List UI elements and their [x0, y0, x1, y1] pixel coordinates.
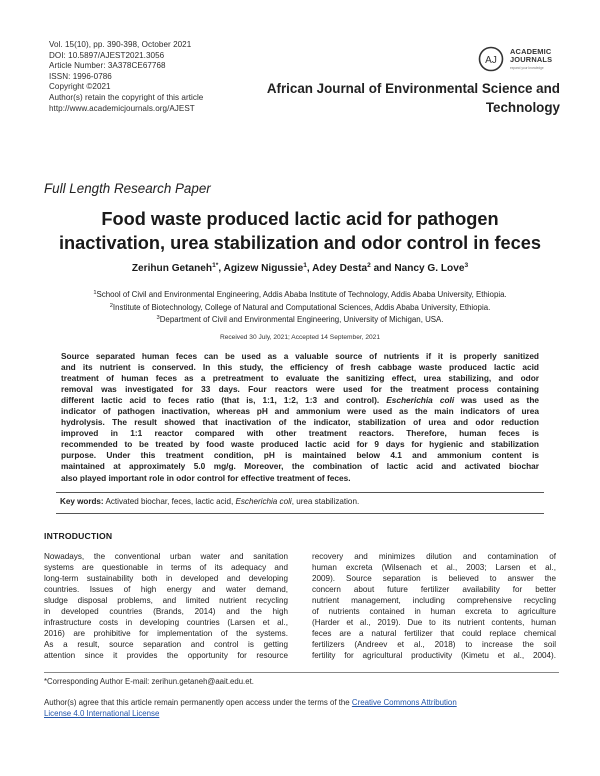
svg-text:AJ: AJ	[485, 55, 497, 66]
abstract: Source separated human feces can be used as a valuable source of nutrients if it is properly sanitized and its nutrient is conserved. In this study, the efficiency of fresh cabbage waste produced lactic acid treatment of human feces as a pretreatment to evaluate the sanitizing effect, urea stabilizing, and odor removal was investigated for 33 days. Four reactors were used for the treatment process containing different lactic acid to feces ratio (that is, 1:1, 1:2, 1:3 and control). Escherichia coli was used as the indicator of pathogen inactivation, whereas pH and ammonium were used as the main indicators of urea hydrolysis. The result showed that inactivation of the indicator, stabilization of urea and odor reduction improved in 1:1 reactor compared with other treatment reactors. Therefore, human feces is recommended to be treated by food waste produced lactic acid for 9 days for hygienic and stabilization purpose. Under this treatment condition, pH is maintained below 4.1 and ammonium content is maintained at approximately 5.0 mg/g. Moreover, the combination of lactic acid and activated biochar also played important role in odor control for effective treatment of feces.	[61, 351, 540, 483]
aj-logo-icon	[478, 46, 504, 72]
meta-url[interactable]: http://www.academicjournals.org/AJEST	[49, 103, 195, 113]
license-link[interactable]: License 4.0 International License	[44, 709, 160, 718]
author-name: Agizew Nigussie	[223, 263, 304, 274]
section-heading-introduction: INTRODUCTION	[44, 531, 113, 541]
keywords-divider-bottom	[56, 513, 544, 514]
keywords	[60, 497, 540, 506]
author-name: Zerihun Getaneh	[131, 263, 213, 274]
academic-journals-logo	[478, 46, 588, 76]
corresponding-author: *Corresponding Author E-mail: zerihun.getaneh@aait.edu.et.	[44, 677, 254, 686]
author-sup: 2	[367, 262, 371, 269]
affiliation: $^1$School of Civil and Environmental Engineering, Addis Ababa Institute of Technology, Addis Ababa University, Ethiopia.	[93, 290, 507, 299]
license-notice: Author(s) agree that this article remain permanently open access under the terms of the Creative Commons Attribution License 4.0 International License	[44, 698, 457, 718]
journal-name: African Journal of Environmental Science and Technology	[266, 81, 560, 115]
logo-wordmark: ACADEMIC JOURNALS	[510, 47, 553, 65]
affiliations	[20, 288, 580, 326]
paper-title: Food waste produced lactic acid for pathogen inactivation, urea stabilization and odor control in feces	[58, 209, 542, 253]
author-name: Adey Desta	[312, 263, 368, 274]
meta-article-number: Article Number: 3A378CE67768	[49, 61, 166, 71]
abstract-italic-line: different lactic acid to feces ratio (that is, 1:1, 1:2, 1:3 and control). Escherichia coli was used as the	[61, 395, 540, 406]
affiliation: $^3$Department of Civil and Environmental Engineering, University of Michigan, USA.	[156, 315, 444, 324]
keywords-label: Key words:	[60, 497, 104, 506]
author-sup: 3	[464, 262, 469, 269]
meta-issn: ISSN: 1996-0786	[49, 71, 112, 81]
paper-type: Full Length Research Paper	[44, 181, 211, 196]
footnote-divider	[44, 672, 559, 673]
author-list: Zerihun Getaneh$^{1*}$, Agizew Nigussie$^1$, Adey Desta$^2$ and Nancy G. Love$^3$	[131, 262, 469, 274]
body-column-left: Nowadays, the conventional urban water and sanitation systems are questionable in terms of its adequacy and long-term sustainability both in developed and developing countries. Issues of high energy and water demand, sludge disposal problems, and limited nutrient recycling in developed countries (Brands, 2014) and the high infrastructure costs in developing countries (Larsen et al., 2016) are prohibitive for implementation of the systems. As a result, source separation and control is getting attention since it provides the opportunity for resource	[44, 552, 288, 661]
keywords-text: Activated biochar, feces, lactic acid, Escherichia coli, urea stabilization.	[105, 497, 360, 506]
meta-volume: Vol. 15(10), pp. 390-398, October 2021	[49, 40, 192, 49]
meta-copyright: Copyright ©2021	[49, 82, 111, 92]
body-column-right: recovery and minimizes dilution and contamination of human excreta (Wilsenach et al., 2003; Larsen et al., 2009). Source separation is believed to answer the concern about future fertilizer availability for better nutrient management, including comprehensive recycling of nutrients contained in human excreta to agriculture (Harder et al., 2019). Due to its nutrient contents, human feces are a natural fertilizer that could replace chemical fertilizers (Andreev et al., 2018) to increase the soil fertility for agricultural productivity (Kimetu et al., 2004).	[312, 552, 556, 661]
logo-tagline: expand your knowledge	[510, 66, 544, 70]
meta-rights: Author(s) retain the copyright of this article	[49, 92, 204, 102]
keywords-divider-top	[56, 492, 544, 493]
license-link[interactable]: Creative Commons Attribution	[351, 698, 457, 707]
affiliation: $^2$Institute of Biotechnology, College of Natural and Computational Sciences, Addis Ababa University, Ethiopia.	[109, 302, 491, 312]
received-dates: Received 30 July, 2021; Accepted 14 September, 2021	[219, 334, 381, 341]
meta-doi: DOI: 10.5897/AJEST2021.3056	[49, 50, 165, 60]
author-sup: 1*	[212, 262, 219, 269]
author-sup: 1	[303, 262, 307, 269]
author-name: Nancy G. Love	[394, 263, 465, 274]
